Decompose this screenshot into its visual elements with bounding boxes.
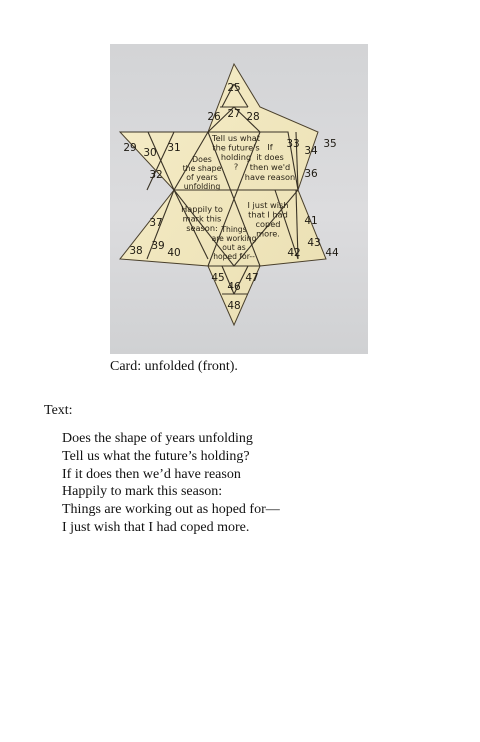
triangle-number: 27 (227, 108, 241, 120)
poem-line: Things are working out as hoped for— (62, 502, 280, 518)
triangle-number: 31 (167, 142, 181, 154)
poem-line: Tell us what the future’s holding? (62, 448, 250, 464)
verse-line: the future's (212, 142, 260, 153)
star-outline (120, 64, 326, 325)
text-label: Text: (44, 403, 73, 418)
triangle-number: 35 (323, 138, 337, 150)
verse-line: hoped for-- (213, 252, 255, 261)
verse-line: then we'd (249, 162, 291, 172)
verse-line: that I had (248, 209, 288, 220)
verse-line: unfolding (183, 182, 221, 191)
verse-line: the shape (182, 164, 222, 173)
poem-line: Does the shape of years unfolding (62, 431, 253, 446)
triangle-number: 44 (325, 247, 339, 259)
triangle-number: 47 (245, 272, 259, 284)
verse-line: I just wish (247, 200, 289, 210)
verse-line: coped (255, 219, 281, 229)
triangle-number: 38 (129, 245, 143, 257)
triangle-number: 29 (123, 142, 137, 154)
verse-line: it does (256, 152, 284, 162)
triangle-number: 48 (227, 300, 241, 312)
verse-line: Tell us what (212, 133, 260, 143)
card-photo (110, 44, 368, 354)
verse-line: of years (186, 173, 218, 182)
triangle-number: 34 (304, 145, 318, 157)
triangle-number: 33 (286, 138, 300, 150)
triangle-number: 40 (167, 247, 181, 259)
triangle-number: 42 (287, 247, 301, 259)
verse-line: holding (220, 152, 252, 162)
triangle-number: 45 (211, 272, 225, 284)
triangle-number: 28 (246, 111, 260, 123)
triangle-number: 32 (149, 169, 163, 181)
star-card (110, 44, 368, 354)
triangle-number: 39 (151, 240, 165, 252)
verse-line: season: (186, 223, 218, 233)
verse-line: Does (192, 155, 212, 164)
triangle-number: 43 (307, 237, 321, 249)
triangle-number: 46 (227, 281, 241, 293)
triangle-number: 25 (227, 82, 241, 94)
triangle-number: 30 (143, 147, 157, 159)
verse-line: ? (233, 161, 239, 172)
verse-line: are working (211, 234, 257, 243)
verse-line: out as (222, 243, 246, 252)
poem (62, 430, 280, 537)
triangle-number: 36 (304, 168, 318, 180)
poem-line: Happily to mark this season: (62, 484, 223, 500)
verse-line: Happily to (181, 204, 223, 214)
verse-line: Things (221, 225, 247, 234)
poem-line: If it does then we’d have reason (62, 466, 241, 482)
triangle-number: 26 (207, 111, 221, 123)
triangle-number: 37 (149, 217, 163, 229)
image-caption: Card: unfolded (front). (110, 359, 238, 374)
verse-line: more. (256, 228, 280, 239)
verse-line: mark this (182, 213, 222, 224)
verse-line: If (267, 142, 273, 152)
verse-line: have reason (244, 172, 296, 182)
triangle-number: 41 (304, 215, 318, 227)
poem-line: I just wish that I had coped more. (62, 519, 250, 535)
